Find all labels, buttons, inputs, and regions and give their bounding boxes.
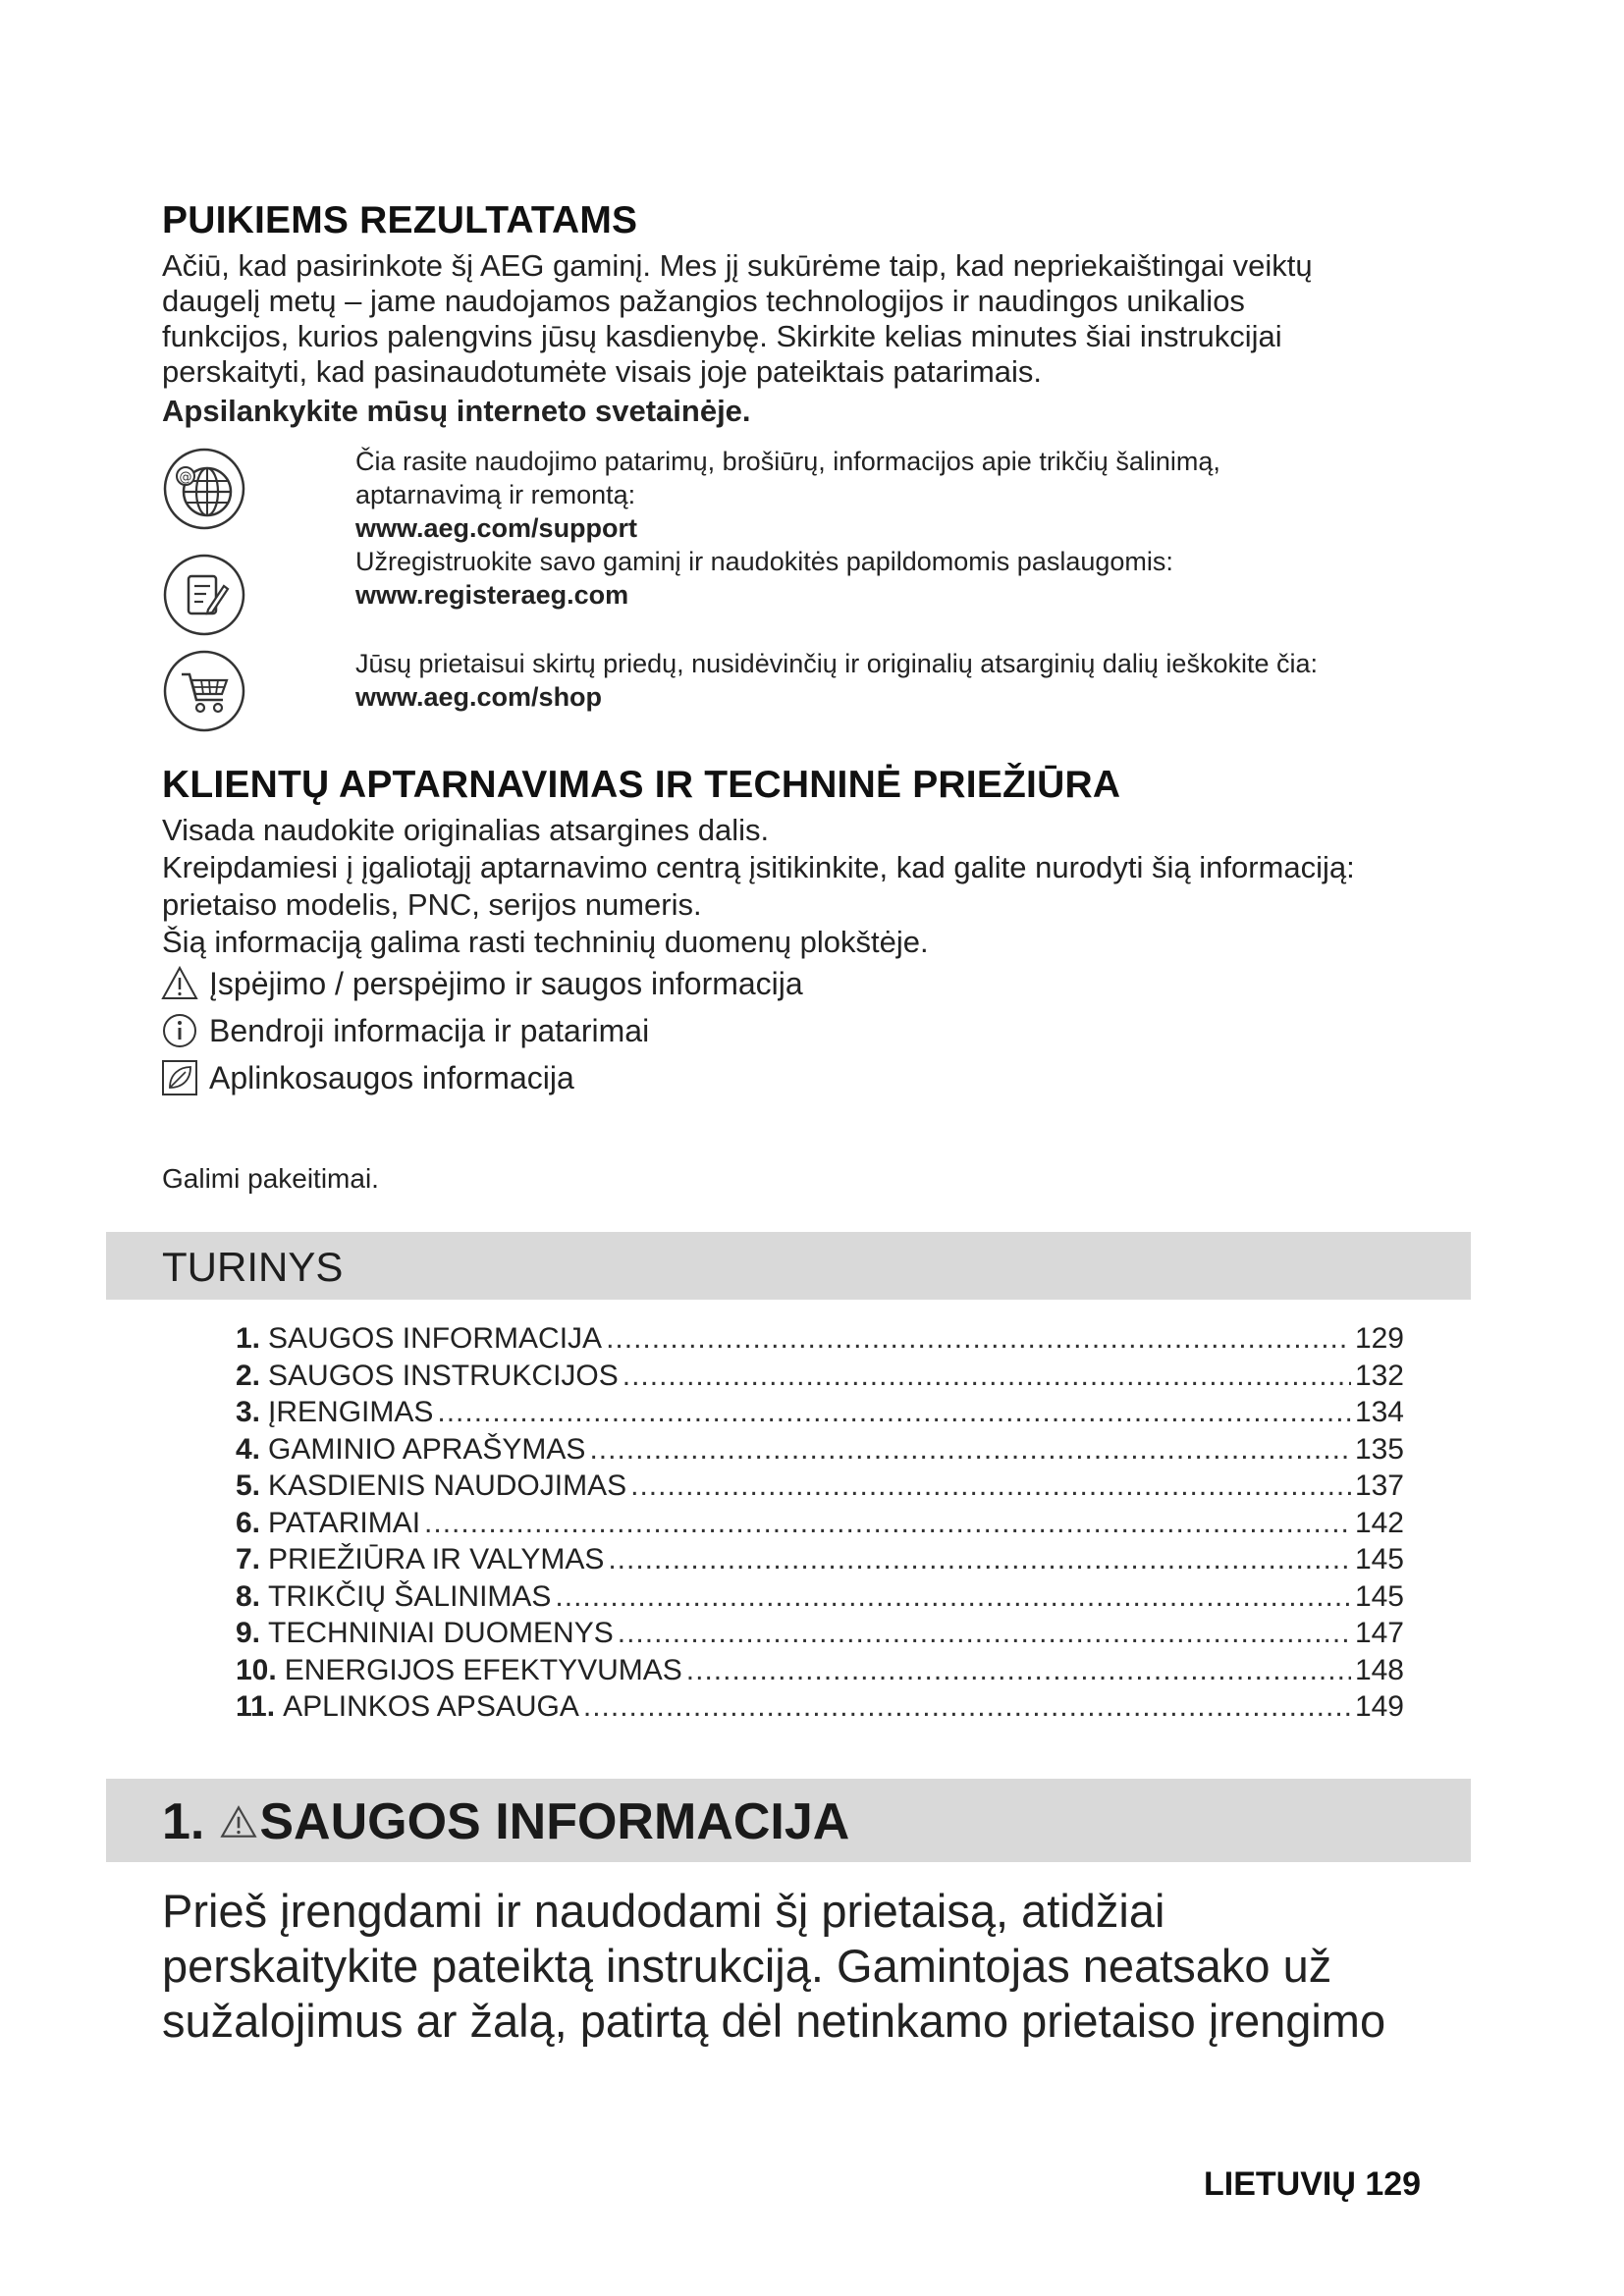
toc-item[interactable] (236, 1543, 1404, 1580)
legend-environment-text: Aplinkosaugos informacija (209, 1059, 574, 1095)
service-line: Kreipdamiesi į įgaliotąjį aptarnavimo centrą įsitikinkite, kad galite nurodyti šią informaciją: (162, 850, 1355, 884)
toc-item-label: SAUGOS INFORMACIJA (268, 1322, 603, 1355)
toc-item-label: KASDIENIS NAUDOJIMAS (268, 1469, 627, 1502)
shop-block (355, 647, 1485, 714)
legend-info-text: Bendroji informacija ir patarimai (209, 1012, 650, 1048)
toc-band (106, 1232, 1471, 1300)
toc-item[interactable] (236, 1433, 1404, 1470)
toc-item-page: 142 (1354, 1506, 1404, 1539)
toc-item[interactable] (236, 1617, 1404, 1654)
environment-icon (160, 1058, 199, 1097)
service-heading: KLIENTŲ APTARNAVIMAS IR TECHNINĖ PRIEŽIŪRA (162, 764, 1121, 806)
toc-leader (555, 1580, 1351, 1614)
intro-line: Ačiū, kad pasirinkote šį AEG gaminį. Mes jį sukūrėme taip, kad nepriekaištingai veiktų (162, 248, 1313, 283)
toc-item-number: 9. (236, 1617, 261, 1649)
intro-line: daugelį metų – jame naudojamos pažangios technologijos ir naudingos unikalios (162, 284, 1245, 318)
toc-leader (437, 1396, 1351, 1429)
legend-warning (160, 964, 803, 1003)
toc-item-label: GAMINIO APRAŠYMAS (268, 1432, 586, 1466)
toc-item-number: 3. (236, 1396, 261, 1428)
shopping-cart-icon (162, 649, 246, 733)
visit-website-label: Apsilankykite mūsų interneto svetainėje. (162, 394, 751, 428)
toc-item-page: 132 (1354, 1359, 1404, 1392)
toc-item-page: 145 (1354, 1579, 1404, 1613)
toc-item-label: SAUGOS INSTRUKCIJOS (268, 1359, 619, 1392)
support-text: aptarnavimą ir remontą: (355, 480, 636, 509)
toc-item-page: 145 (1354, 1543, 1404, 1575)
toc-item-page: 137 (1354, 1469, 1404, 1502)
toc-item-number: 10. (236, 1653, 277, 1686)
page-footer (1204, 2165, 1421, 2204)
toc-item[interactable] (236, 1654, 1404, 1691)
toc-item-label: TECHNINIAI DUOMENYS (268, 1617, 614, 1649)
service-line: prietaiso modelis, PNC, serijos numeris. (162, 887, 702, 922)
support-text: Čia rasite naudojimo patarimų, brošiūrų, informacijos apie trikčių šalinimą, (355, 447, 1220, 476)
shop-link[interactable]: www.aeg.com/shop (355, 682, 603, 712)
toc-item-page: 147 (1354, 1617, 1404, 1649)
toc-item[interactable] (236, 1469, 1404, 1507)
section1-band (106, 1779, 1471, 1862)
changes-note: Galimi pakeitimai. (162, 1163, 379, 1194)
service-line: Visada naudokite originalias atsargines dalis. (162, 813, 770, 847)
toc-item-label: ĮRENGIMAS (268, 1396, 434, 1428)
toc-item[interactable] (236, 1690, 1404, 1728)
toc-item-page: 134 (1354, 1396, 1404, 1428)
registration-icon (162, 553, 246, 637)
toc-item-page: 148 (1354, 1653, 1404, 1686)
toc-item-number: 1. (236, 1322, 261, 1355)
globe-icon (162, 447, 246, 531)
toc-leader (583, 1690, 1351, 1724)
section1-heading (162, 1792, 849, 1851)
toc-leader (618, 1617, 1351, 1650)
warning-icon (218, 1801, 259, 1842)
toc-leader (589, 1433, 1350, 1467)
service-text (162, 812, 1478, 961)
section1-intro (162, 1884, 1497, 2049)
toc-item[interactable] (236, 1580, 1404, 1618)
section1-line: perskaitykite pateiktą instrukciją. Gamintojas neatsako už (162, 1940, 1332, 1992)
toc-item[interactable] (236, 1507, 1404, 1544)
toc-leader (424, 1507, 1351, 1540)
toc-item-label: APLINKOS APSAUGA (283, 1690, 579, 1723)
section1-number: 1. (162, 1793, 205, 1850)
register-text: Užregistruokite savo gaminį ir naudokitės papildomomis paslaugomis: (355, 547, 1173, 576)
intro-paragraph (162, 248, 1478, 390)
legend-warning-text: Įspėjimo / perspėjimo ir saugos informacija (209, 965, 803, 1001)
toc-item-number: 5. (236, 1469, 261, 1502)
toc-item[interactable] (236, 1396, 1404, 1433)
toc-item[interactable] (236, 1322, 1404, 1360)
svg-text:@: @ (179, 470, 192, 485)
legend-info (160, 1011, 649, 1050)
toc-item-page: 135 (1354, 1432, 1404, 1466)
toc-item-number: 11. (236, 1690, 276, 1723)
support-link[interactable]: www.aeg.com/support (355, 513, 638, 543)
toc-item-label: PATARIMAI (268, 1506, 421, 1539)
toc-item-number: 4. (236, 1432, 261, 1466)
warning-icon (160, 964, 199, 1003)
info-icon (160, 1011, 199, 1050)
table-of-contents (236, 1322, 1404, 1728)
intro-line: funkcijos, kurios palengvins jūsų kasdienybę. Skirkite kelias minutes šiai instrukcijai (162, 319, 1282, 353)
footer-page-number: 129 (1365, 2165, 1422, 2203)
toc-leader (630, 1469, 1351, 1503)
toc-item-number: 6. (236, 1506, 261, 1539)
toc-item-label: ENERGIJOS EFEKTYVUMAS (284, 1653, 682, 1686)
toc-item-page: 129 (1354, 1322, 1404, 1355)
toc-item-label: TRIKČIŲ ŠALINIMAS (268, 1579, 552, 1613)
support-block (355, 445, 1485, 612)
toc-item-page: 149 (1354, 1690, 1404, 1723)
footer-language: LIETUVIŲ (1204, 2165, 1356, 2203)
toc-title: TURINYS (162, 1244, 344, 1290)
register-link[interactable]: www.registeraeg.com (355, 580, 629, 610)
toc-leader (608, 1543, 1351, 1576)
intro-line: perskaityti, kad pasinaudotumėte visais joje pateiktais patarimais. (162, 354, 1043, 389)
toc-item[interactable] (236, 1360, 1404, 1397)
toc-leader (686, 1654, 1351, 1687)
toc-leader (606, 1322, 1351, 1356)
toc-item-label: PRIEŽIŪRA IR VALYMAS (268, 1543, 605, 1575)
legend-environment (160, 1058, 574, 1097)
section1-title: SAUGOS INFORMACIJA (259, 1793, 850, 1850)
toc-item-number: 8. (236, 1579, 261, 1613)
toc-leader (623, 1360, 1351, 1393)
section1-line: sužalojimus ar žalą, patirtą dėl netinkamo prietaiso įrengimo (162, 1995, 1386, 2047)
shop-text: Jūsų prietaisui skirtų priedų, nusidėvinčių ir originalių atsarginių dalių ieškokite čia: (355, 649, 1318, 678)
toc-item-number: 2. (236, 1359, 261, 1392)
service-line: Šią informaciją galima rasti techninių duomenų plokštėje. (162, 925, 929, 959)
intro-heading: PUIKIEMS REZULTATAMS (162, 199, 638, 241)
section1-line: Prieš įrengdami ir naudodami šį prietaisą, atidžiai (162, 1885, 1165, 1937)
toc-item-number: 7. (236, 1543, 261, 1575)
